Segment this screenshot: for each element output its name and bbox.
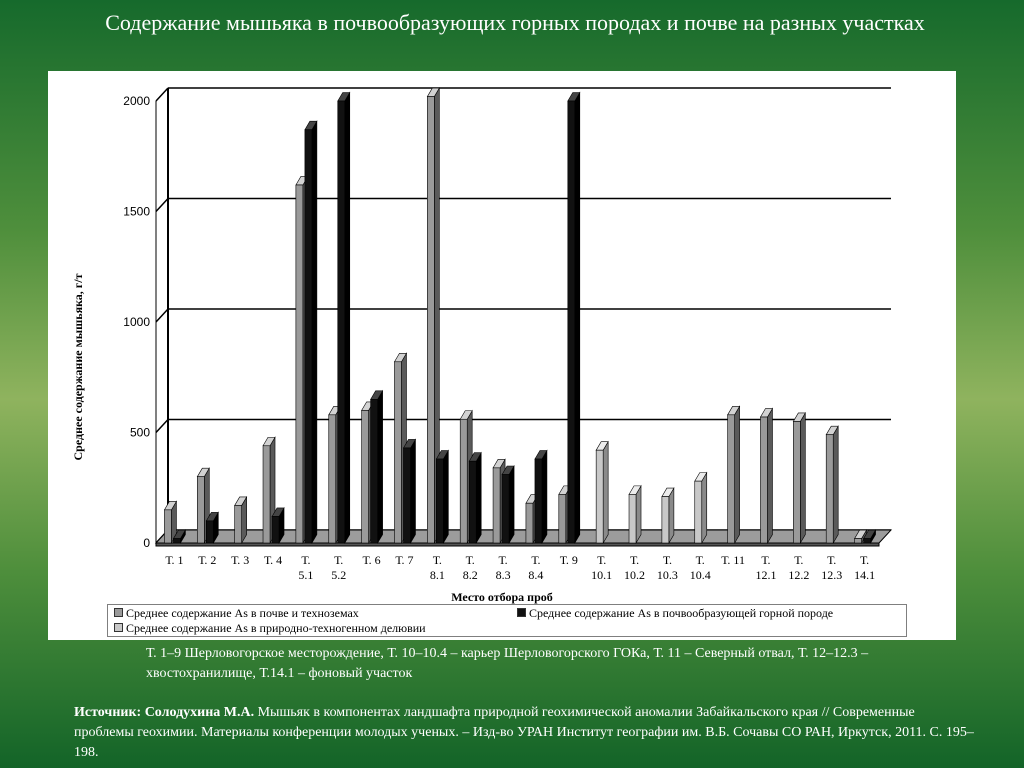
x-tick-label: 5.2 [331,568,347,582]
x-tick-label: Т. [432,553,442,567]
x-tick-label: 12.1 [755,568,777,582]
bar-deluvium [629,494,636,543]
gridline-side [156,420,168,433]
bar-rock [371,399,378,543]
locations-note: Т. 1–9 Шерловогорское месторождение, Т. 10–10.4 – карьер Шерловогорского ГОКа, Т. 11 – Северный отвал, Т. 12–12.3 – хвостохранилище, Т.14.1 – фоновый участок [146,646,869,681]
y-axis-title: Среднее содержание мышьяка, г/т [71,273,85,461]
y-tick-label: 0 [143,536,150,550]
y-tick-label: 1500 [123,204,150,219]
bar-deluvium-side [636,486,641,543]
gridline-side [156,199,168,212]
bar-deluvium [695,481,702,543]
x-tick-label: Т. [827,553,837,567]
bar-soil [329,415,336,543]
bar-soil [793,421,800,543]
bar-soil [728,415,735,543]
legend-item-deluvium [114,621,426,636]
x-tick-label: 10.3 [656,568,678,582]
bar-rock [272,516,279,543]
bar-rock [206,521,213,543]
x-tick-label: Т. 1 [165,553,184,567]
legend-item-rock [517,606,833,621]
x-tick-label: Т. [531,553,541,567]
bar-rock [403,448,410,543]
x-tick-label: Т. [859,553,870,567]
x-tick-label: Т. 9 [559,553,578,567]
bar-deluvium-side [603,442,608,543]
legend-swatch-rock [517,608,526,617]
bar-soil-side [767,409,772,543]
x-tick-label: Т. [629,553,640,567]
bar-soil [263,446,270,543]
x-tick-label: Т. [761,553,771,567]
x-axis-title: Место отбора проб [451,590,553,604]
x-tick-label: 14.1 [854,568,876,582]
bar-rock [469,461,476,543]
bar-rock [436,459,443,543]
bar-rock-side [410,439,415,543]
bar-soil [296,185,303,543]
bar-deluvium-side [669,488,674,543]
legend-label-deluvium: Среднее содержание As в природно-техногенном делювии [126,621,426,635]
chart-panel [48,71,956,640]
bar-soil [164,510,171,543]
bar-rock [305,130,312,543]
bar-soil [460,419,467,543]
bar-soil [493,468,500,543]
x-tick-label: Т. 3 [231,553,250,567]
x-tick-label: 10.1 [591,568,613,582]
x-tick-label: Т. 4 [263,553,283,567]
gridline-side [156,309,168,322]
x-tick-label: Т. 2 [198,553,217,567]
legend-label-rock: Среднее содержание As в почвообразующей горной породе [529,606,834,620]
slide-title: Содержание мышьяка в почвообразующих горных породах и почве на разных участках [105,10,925,35]
bar-chart [48,71,956,640]
chart-floor-edge [156,543,879,546]
bar-rock-side [345,93,350,544]
gridline-side [156,88,168,101]
bar-rock-side [443,451,448,543]
x-tick-label: Т. [794,553,804,567]
bar-soil [826,435,833,543]
bar-rock-side [509,466,514,543]
source-note [74,703,974,763]
bar-soil-side [735,406,740,543]
bar-soil [362,410,369,543]
x-tick-label: 8.1 [429,568,445,582]
y-tick-label: 1000 [123,315,150,329]
bar-soil [427,97,434,543]
x-tick-label: 12.3 [821,568,843,582]
bar-rock [338,101,345,543]
bar-soil [855,539,862,543]
x-tick-label: 10.2 [624,568,646,582]
bar-rock-side [476,453,481,543]
x-tick-label: Т. 7 [395,553,414,567]
bar-rock-side [575,93,580,544]
source-author: Источник: Солодухина М.А. [74,705,255,720]
bar-rock [568,101,575,543]
legend-label-soil: Среднее содержание As в почве и техноземах [126,606,359,620]
bar-soil [526,503,533,543]
chart-legend [107,604,907,637]
x-tick-label: 8.3 [495,568,511,582]
bar-soil [235,505,242,543]
x-tick-label: 12.2 [788,568,810,582]
source-citation: Мышьяк в компонентах ландшафта природной геохимической аномалии Забайкальского края // Современные проблемы геохимии. Материалы конференции молодых ученых. – Изд-во УРАН Институт географии им. В.Б. Сочавы СО РАН, Иркутск, 2011. С. 195–198. [74,705,974,760]
x-tick-label: Т. [301,553,311,567]
x-tick-label: Т. 6 [362,553,381,567]
x-tick-label: Т. [695,553,705,567]
bar-soil [559,494,566,543]
bar-rock-side [312,121,317,543]
x-tick-label: Т. 11 [721,553,745,567]
bar-soil [197,477,204,543]
bar-rock [173,539,180,543]
y-tick-label: 2000 [123,94,150,108]
x-tick-label: 10.4 [689,568,711,582]
x-tick-label: 5.1 [298,568,314,582]
bar-soil [760,417,767,543]
x-tick-label: Т. [498,553,508,567]
bar-soil-side [833,426,838,543]
x-tick-label: 8.2 [462,568,478,582]
bar-rock [535,459,542,543]
x-tick-label: 8.4 [528,568,544,582]
legend-swatch-deluvium [114,623,123,632]
bar-rock-side [378,391,383,543]
bar-soil [394,362,401,543]
x-tick-label: Т. [662,553,672,567]
bar-rock-side [542,451,547,543]
y-tick-label: 500 [129,425,150,440]
bar-rock [502,474,509,543]
legend-item-soil [114,606,359,621]
bar-soil-side [800,413,805,543]
bar-rock [864,539,871,543]
bar-deluvium [596,450,603,543]
bar-deluvium [662,497,669,543]
x-tick-label: Т. [465,553,475,567]
legend-swatch-soil [114,608,123,617]
x-tick-label: Т. [334,553,344,567]
bar-deluvium-side [702,473,707,543]
x-tick-label: Т. [597,553,607,567]
